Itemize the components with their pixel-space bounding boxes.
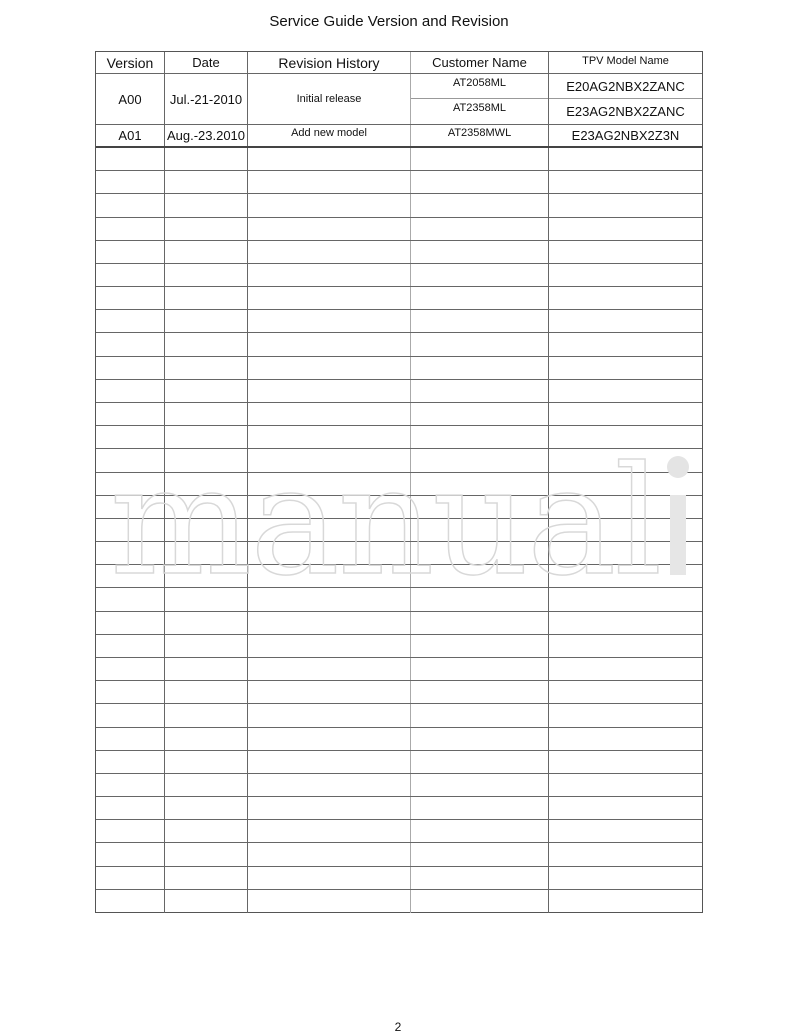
cell-empty bbox=[165, 890, 248, 913]
cell-empty bbox=[165, 496, 248, 518]
cell-empty bbox=[411, 797, 549, 819]
cell-empty bbox=[248, 704, 411, 726]
cell-empty bbox=[96, 890, 165, 913]
cell-version: A01 bbox=[96, 125, 165, 146]
table-row-empty bbox=[96, 218, 702, 241]
cell-empty bbox=[549, 264, 702, 286]
cell-customer-name-group bbox=[411, 74, 549, 124]
cell-empty bbox=[165, 218, 248, 240]
cell-empty bbox=[96, 565, 165, 587]
cell-empty bbox=[248, 380, 411, 402]
cell-empty bbox=[165, 287, 248, 309]
table-row-empty bbox=[96, 728, 702, 751]
header-tpv-model-name: TPV Model Name bbox=[582, 55, 669, 67]
cell-empty bbox=[248, 264, 411, 286]
cell-empty bbox=[165, 357, 248, 379]
cell-empty bbox=[248, 635, 411, 657]
cell-empty bbox=[96, 333, 165, 355]
table-header-row bbox=[96, 52, 702, 74]
table-row-empty bbox=[96, 612, 702, 635]
cell-empty bbox=[96, 843, 165, 865]
cell-empty bbox=[96, 681, 165, 703]
cell-empty bbox=[549, 241, 702, 263]
table-row bbox=[96, 74, 702, 125]
cell-empty bbox=[248, 148, 411, 170]
cell-empty bbox=[248, 565, 411, 587]
table-row-empty bbox=[96, 194, 702, 217]
cell-empty bbox=[96, 751, 165, 773]
cell-empty bbox=[165, 171, 248, 193]
cell-empty bbox=[549, 751, 702, 773]
header-revision-history: Revision History bbox=[248, 52, 411, 73]
cell-empty bbox=[165, 797, 248, 819]
cell-empty bbox=[411, 635, 549, 657]
table-row-empty bbox=[96, 357, 702, 380]
cell-tpv-model-group bbox=[549, 74, 702, 124]
table-row-empty bbox=[96, 542, 702, 565]
cell-empty bbox=[411, 264, 549, 286]
cell-customer-name: AT2058ML bbox=[411, 74, 548, 99]
cell-empty bbox=[165, 681, 248, 703]
table-row-empty bbox=[96, 473, 702, 496]
cell-empty bbox=[248, 867, 411, 889]
table-row-empty bbox=[96, 333, 702, 356]
cell-empty bbox=[411, 287, 549, 309]
table-row-empty bbox=[96, 380, 702, 403]
cell-empty bbox=[549, 171, 702, 193]
cell-empty bbox=[411, 473, 549, 495]
cell-empty bbox=[248, 403, 411, 425]
header-date: Date bbox=[165, 52, 248, 73]
cell-empty bbox=[96, 728, 165, 750]
cell-empty bbox=[165, 588, 248, 610]
cell-revision-history: Add new model bbox=[248, 125, 411, 146]
cell-empty bbox=[248, 658, 411, 680]
cell-empty bbox=[165, 241, 248, 263]
header-version: Version bbox=[96, 52, 165, 73]
cell-empty bbox=[96, 797, 165, 819]
cell-empty bbox=[248, 681, 411, 703]
cell-empty bbox=[96, 658, 165, 680]
table-row-empty bbox=[96, 820, 702, 843]
cell-empty bbox=[165, 333, 248, 355]
table-row-empty bbox=[96, 449, 702, 472]
table-row-empty bbox=[96, 519, 702, 542]
cell-empty bbox=[96, 867, 165, 889]
cell-empty bbox=[96, 426, 165, 448]
table-row-empty bbox=[96, 241, 702, 264]
cell-empty bbox=[165, 426, 248, 448]
cell-empty bbox=[549, 333, 702, 355]
cell-empty bbox=[248, 797, 411, 819]
cell-empty bbox=[248, 218, 411, 240]
cell-empty bbox=[411, 751, 549, 773]
cell-empty bbox=[248, 774, 411, 796]
cell-empty bbox=[411, 588, 549, 610]
cell-empty bbox=[549, 658, 702, 680]
cell-empty bbox=[549, 357, 702, 379]
cell-empty bbox=[248, 357, 411, 379]
cell-empty bbox=[411, 890, 549, 913]
cell-empty bbox=[165, 635, 248, 657]
cell-empty bbox=[96, 774, 165, 796]
cell-tpv-model-name: E20AG2NBX2ZANC bbox=[549, 74, 702, 99]
cell-empty bbox=[248, 287, 411, 309]
cell-empty bbox=[248, 588, 411, 610]
cell-empty bbox=[96, 380, 165, 402]
cell-empty bbox=[411, 728, 549, 750]
cell-empty bbox=[411, 241, 549, 263]
cell-empty bbox=[248, 333, 411, 355]
cell-empty bbox=[165, 565, 248, 587]
cell-empty bbox=[248, 241, 411, 263]
cell-empty bbox=[549, 519, 702, 541]
cell-date: Jul.-21-2010 bbox=[165, 74, 248, 124]
cell-empty bbox=[549, 310, 702, 332]
cell-empty bbox=[96, 357, 165, 379]
table-row-empty bbox=[96, 426, 702, 449]
cell-customer-name: AT2358MWL bbox=[411, 125, 549, 146]
cell-empty bbox=[549, 774, 702, 796]
cell-empty bbox=[549, 867, 702, 889]
cell-empty bbox=[411, 148, 549, 170]
cell-empty bbox=[248, 171, 411, 193]
cell-empty bbox=[96, 612, 165, 634]
revision-table bbox=[95, 51, 703, 913]
cell-empty bbox=[248, 890, 411, 913]
cell-empty bbox=[549, 681, 702, 703]
cell-empty bbox=[165, 820, 248, 842]
cell-empty bbox=[549, 797, 702, 819]
cell-empty bbox=[248, 843, 411, 865]
cell-empty bbox=[549, 426, 702, 448]
cell-empty bbox=[248, 194, 411, 216]
table-row-empty bbox=[96, 171, 702, 194]
cell-empty bbox=[96, 148, 165, 170]
cell-empty bbox=[96, 310, 165, 332]
cell-customer-name: AT2358ML bbox=[453, 102, 506, 114]
cell-empty bbox=[411, 658, 549, 680]
cell-empty bbox=[549, 403, 702, 425]
cell-empty bbox=[549, 380, 702, 402]
cell-tpv-model-name: E23AG2NBX2ZANC bbox=[566, 104, 685, 119]
cell-empty bbox=[165, 380, 248, 402]
cell-empty bbox=[248, 820, 411, 842]
cell-empty bbox=[96, 241, 165, 263]
cell-empty bbox=[165, 704, 248, 726]
cell-empty bbox=[165, 612, 248, 634]
cell-tpv-model-name: E23AG2NBX2Z3N bbox=[571, 128, 680, 143]
header-customer-name: Customer Name bbox=[411, 52, 549, 73]
cell-empty bbox=[411, 380, 549, 402]
cell-empty bbox=[549, 565, 702, 587]
table-row bbox=[96, 125, 702, 148]
cell-empty bbox=[411, 426, 549, 448]
cell-empty bbox=[411, 843, 549, 865]
cell-empty bbox=[549, 612, 702, 634]
cell-empty bbox=[549, 704, 702, 726]
cell-empty bbox=[96, 704, 165, 726]
cell-empty bbox=[549, 218, 702, 240]
table-row-empty bbox=[96, 843, 702, 866]
cell-empty bbox=[165, 658, 248, 680]
cell-empty bbox=[96, 218, 165, 240]
cell-empty bbox=[411, 704, 549, 726]
table-row-empty bbox=[96, 751, 702, 774]
cell-empty bbox=[549, 542, 702, 564]
cell-empty bbox=[549, 728, 702, 750]
cell-empty bbox=[96, 171, 165, 193]
cell-empty bbox=[411, 519, 549, 541]
cell-empty bbox=[411, 403, 549, 425]
cell-empty bbox=[248, 449, 411, 471]
cell-empty bbox=[96, 588, 165, 610]
cell-empty bbox=[165, 473, 248, 495]
cell-empty bbox=[165, 519, 248, 541]
table-row-empty bbox=[96, 681, 702, 704]
cell-empty bbox=[549, 194, 702, 216]
cell-empty bbox=[549, 635, 702, 657]
cell-empty bbox=[165, 728, 248, 750]
cell-empty bbox=[165, 310, 248, 332]
cell-empty bbox=[96, 820, 165, 842]
table-row-empty bbox=[96, 867, 702, 890]
cell-empty bbox=[248, 751, 411, 773]
table-row-empty bbox=[96, 496, 702, 519]
svg-text:manual: manual bbox=[110, 455, 661, 585]
cell-empty bbox=[411, 774, 549, 796]
cell-empty bbox=[96, 496, 165, 518]
cell-empty bbox=[248, 496, 411, 518]
cell-empty bbox=[549, 843, 702, 865]
cell-empty bbox=[549, 496, 702, 518]
cell-empty bbox=[549, 287, 702, 309]
cell-empty bbox=[96, 519, 165, 541]
cell-empty bbox=[411, 496, 549, 518]
cell-empty bbox=[165, 843, 248, 865]
table-row-empty bbox=[96, 635, 702, 658]
cell-empty bbox=[248, 473, 411, 495]
cell-empty bbox=[549, 148, 702, 170]
table-row-empty bbox=[96, 704, 702, 727]
cell-empty bbox=[165, 194, 248, 216]
cell-empty bbox=[96, 473, 165, 495]
cell-empty bbox=[96, 194, 165, 216]
page-number: 2 bbox=[394, 1020, 402, 1034]
cell-empty bbox=[96, 403, 165, 425]
cell-empty bbox=[165, 264, 248, 286]
cell-empty bbox=[248, 542, 411, 564]
cell-empty bbox=[165, 542, 248, 564]
cell-empty bbox=[411, 171, 549, 193]
cell-empty bbox=[411, 333, 549, 355]
table-row-empty bbox=[96, 774, 702, 797]
cell-empty bbox=[411, 820, 549, 842]
cell-empty bbox=[411, 867, 549, 889]
cell-empty bbox=[549, 890, 702, 913]
cell-empty bbox=[411, 357, 549, 379]
cell-empty bbox=[411, 194, 549, 216]
cell-empty bbox=[248, 612, 411, 634]
table-row-empty bbox=[96, 287, 702, 310]
cell-empty bbox=[248, 519, 411, 541]
cell-empty bbox=[411, 449, 549, 471]
cell-empty bbox=[411, 565, 549, 587]
cell-empty bbox=[165, 403, 248, 425]
cell-empty bbox=[96, 635, 165, 657]
cell-version: A00 bbox=[96, 74, 165, 124]
cell-empty bbox=[165, 774, 248, 796]
cell-date: Aug.-23.2010 bbox=[165, 125, 248, 146]
cell-empty bbox=[248, 310, 411, 332]
table-row-empty bbox=[96, 565, 702, 588]
cell-empty bbox=[96, 287, 165, 309]
table-row-empty bbox=[96, 890, 702, 913]
cell-empty bbox=[165, 148, 248, 170]
cell-empty bbox=[165, 751, 248, 773]
table-row-empty bbox=[96, 310, 702, 333]
table-row-empty bbox=[96, 403, 702, 426]
cell-revision-history: Initial release bbox=[248, 74, 411, 124]
table-row-empty bbox=[96, 658, 702, 681]
cell-empty bbox=[96, 542, 165, 564]
table-row-empty bbox=[96, 264, 702, 287]
cell-empty bbox=[165, 449, 248, 471]
table-row-empty bbox=[96, 797, 702, 820]
page-title: Service Guide Version and Revision bbox=[269, 13, 509, 30]
cell-empty bbox=[549, 820, 702, 842]
cell-empty bbox=[411, 542, 549, 564]
cell-empty bbox=[411, 612, 549, 634]
table-row-empty bbox=[96, 588, 702, 611]
cell-empty bbox=[549, 588, 702, 610]
cell-empty bbox=[549, 449, 702, 471]
cell-empty bbox=[165, 867, 248, 889]
cell-empty bbox=[248, 426, 411, 448]
cell-empty bbox=[411, 681, 549, 703]
cell-empty bbox=[96, 264, 165, 286]
table-row-empty bbox=[96, 148, 702, 171]
cell-empty bbox=[248, 728, 411, 750]
cell-empty bbox=[549, 473, 702, 495]
cell-empty bbox=[411, 310, 549, 332]
cell-empty bbox=[96, 449, 165, 471]
cell-empty bbox=[411, 218, 549, 240]
